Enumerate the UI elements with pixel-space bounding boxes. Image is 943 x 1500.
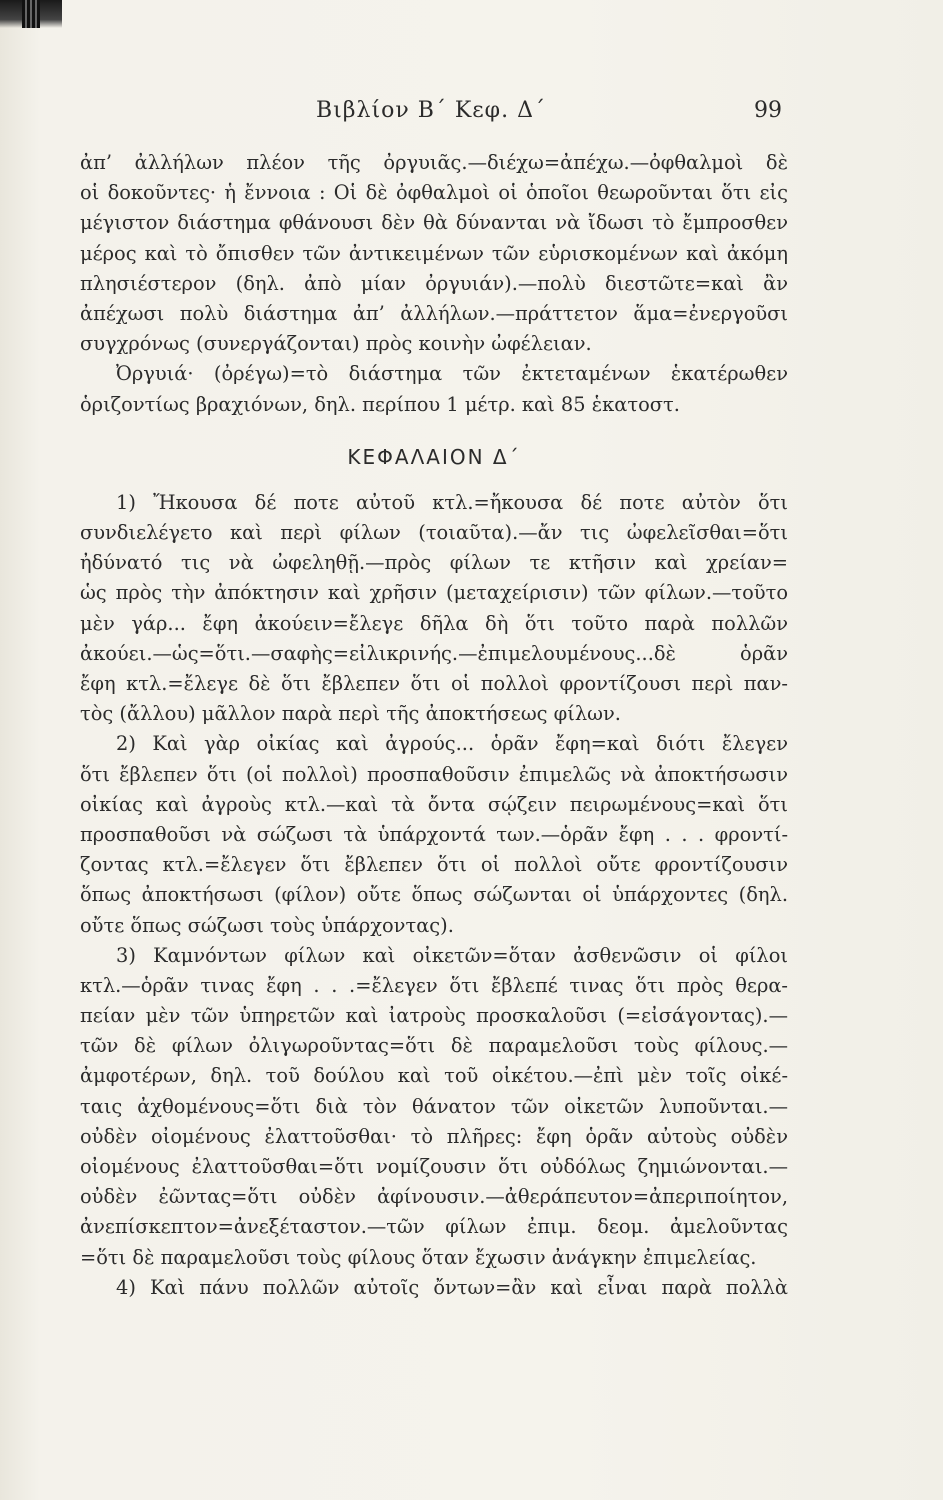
text-line: 4) Καὶ πάνυ πολλῶν αὐτοῖς ὄντων=ἂν καὶ εἶναι παρὰ πολλὰ [116, 1275, 788, 1299]
chapter-heading: ΚΕΦΑΛΑΙΟΝ Δ΄ [347, 444, 521, 469]
text-line: ὅπως ἀποκτήσωσι (φίλον) οὔτε ὅπως σώζωνται οἱ ὑπάρχοντες (δηλ. [80, 883, 788, 907]
text-line: μέγιστον διάστημα φθάνουσι δὲν θὰ δύνανται νὰ ἴδωσι τὸ ἔμπροσθεν [80, 211, 788, 235]
text-line: ἀνεπίσκεπτον=ἀνεξέταστον.—τῶν φίλων ἐπιμ. δεομ. ἀμελοῦντας [80, 1215, 788, 1239]
text-line: ἀπέχωσι πολὺ διάστημα ἀπ’ ἀλλήλων.—πράττετον ἅμα=ἐνεργοῦσι [80, 301, 788, 325]
paragraph-4 [80, 1273, 788, 1303]
page-number: 99 [754, 98, 782, 123]
text-line: τῶν δὲ φίλων ὀλιγωροῦντας=ὅτι δὲ παραμελοῦσι τοὺς φίλους.— [80, 1034, 788, 1058]
text-line: Ὀργυιά· (ὀρέγω)=τὸ διάστημα τῶν ἐκτεταμένων ἑκατέρωθεν [116, 362, 788, 386]
paragraph-3 [80, 941, 788, 1273]
text-line: τὸς (ἄλλου) μᾶλλον παρὰ περὶ τῆς ἀποκτήσεως φίλων. [80, 702, 621, 726]
text-line: συγχρόνως (συνεργάζονται) πρὸς κοινὴν ὠφέλειαν. [80, 332, 592, 356]
text-line: ἀκούει.—ὡς=ὅτι.—σαφὴς=εἰλικρινής.—ἐπιμελουμένους...δὲ ὁρᾶν [80, 641, 788, 665]
text-line: ταις ἀχθομένους=ὅτι διὰ τὸν θάνατον τῶν οἰκετῶν λυποῦνται.— [80, 1094, 788, 1118]
text-line: μὲν γάρ... ἔφη ἀκούειν=ἔλεγε δῆλα δὴ ὅτι τοῦτο παρὰ πολλῶν [80, 611, 788, 635]
running-head-title: Βιβλίον Β΄ Κεφ. Δ΄ [316, 98, 546, 123]
text-line: οὐδὲν ἐῶντας=ὅτι οὐδὲν ἀφίνουσιν.—ἀθεράπευτον=ἀπεριποίητον, [80, 1185, 788, 1209]
text-line: ὁριζοντίως βραχιόνων, δηλ. περίπου 1 μέτρ. καὶ 85 ἑκατοστ. [80, 392, 680, 416]
text-line: ἀμφοτέρων, δηλ. τοῦ δούλου καὶ τοῦ οἰκέτου.—ἐπὶ μὲν τοῖς οἰκέ- [80, 1064, 788, 1088]
body-text [80, 148, 788, 1303]
text-line: οἱ δοκοῦντες· ἡ ἔννοια : Οἱ δὲ ὀφθαλμοὶ οἱ ὁποῖοι θεωροῦνται ὅτι εἰς [80, 181, 788, 205]
text-line: πείαν μὲν τῶν ὑπηρετῶν καὶ ἰατροὺς προσκαλοῦσι (=εἰσάγοντας).— [80, 1004, 788, 1028]
text-line: ζοντας κτλ.=ἔλεγεν ὅτι ἔβλεπεν ὅτι οἱ πολλοὶ οὔτε φροντίζουσιν [80, 853, 788, 877]
text-line: ἔφη κτλ.=ἔλεγε δὲ ὅτι ἔβλεπεν ὅτι οἱ πολλοὶ φροντίζουσι περὶ παν- [80, 672, 788, 695]
text-line: ὡς πρὸς τὴν ἀπόκτησιν καὶ χρῆσιν (μεταχείρισιν) τῶν φίλων.—τοῦτο [80, 581, 788, 605]
text-line: οὐδὲν οἰομένους ἐλαττοῦσθαι· τὸ πλῆρες: ἔφη ὁρᾶν αὐτοὺς οὐδὲν [80, 1124, 788, 1148]
scan-corner-mark [0, 0, 62, 28]
text-line: μέρος καὶ τὸ ὄπισθεν τῶν ἀντικειμένων τῶν εὑρισκομένων καὶ ἀκόμη [80, 241, 788, 265]
text-line: ἠδύνατό τις νὰ ὠφεληθῇ.—πρὸς φίλων τε κτῆσιν καὶ χρείαν= [80, 551, 788, 575]
text-line: πλησιέστερον (δηλ. ἀπὸ μίαν ὀργυιάν).—πολὺ διεστῶτε=καὶ ἂν [80, 271, 788, 295]
text-line: κτλ.—ὁρᾶν τινας ἔφη . . .=ἔλεγεν ὅτι ἔβλεπέ τινας ὅτι πρὸς θερα- [80, 973, 788, 997]
text-line: ὅτι ἔβλεπεν ὅτι (οἱ πολλοὶ) προσπαθοῦσιν ἐπιμελῶς νὰ ἀποκτήσωσιν [80, 762, 788, 786]
text-line: οἰομένους ἐλαττοῦσθαι=ὅτι νομίζουσιν ὅτι οὐδόλως ζημιώνονται.— [80, 1155, 788, 1178]
paragraph-1 [80, 488, 788, 730]
text-line: οὔτε ὅπως σώζωσι τοὺς ὑπάρχοντας). [80, 913, 454, 937]
text-line: προσπαθοῦσι νὰ σώζωσι τὰ ὑπάρχοντά των.—ὁρᾶν ἔφη . . . φροντί- [80, 822, 788, 846]
text-line: 2) Καὶ γὰρ οἰκίας καὶ ἀγρούς... ὁρᾶν ἔφη=καὶ διότι ἔλεγεν [116, 732, 788, 756]
paragraph-intro [80, 148, 788, 359]
paragraph-2 [80, 729, 788, 940]
paragraph-orgyia [80, 359, 788, 419]
text-line: 1) Ἤκουσα δέ ποτε αὐτοῦ κτλ.=ἤκουσα δέ ποτε αὐτὸν ὅτι [116, 490, 788, 514]
running-head [0, 98, 943, 128]
text-line: 3) Καμνόντων φίλων καὶ οἰκετῶν=ὅταν ἀσθενῶσιν οἱ φίλοι [116, 943, 788, 967]
text-line: =ὅτι δὲ παραμελοῦσι τοὺς φίλους ὅταν ἔχωσιν ἀνάγκην ἐπιμελείας. [80, 1245, 757, 1269]
text-line: ἀπ’ ἀλλήλων πλέον τῆς ὀργυιᾶς.—διέχω=ἀπέχω.—ὀφθαλμοὶ δὲ [80, 151, 788, 174]
text-line: οἰκίας καὶ ἀγροὺς κτλ.—καὶ τὰ ὄντα σῴζειν πειρωμένους=καὶ ὅτι [80, 792, 788, 816]
text-line: συνδιελέγετο καὶ περὶ φίλων (τοιαῦτα).—ἄν τις ὠφελεῖσθαι=ὅτι [80, 521, 788, 545]
